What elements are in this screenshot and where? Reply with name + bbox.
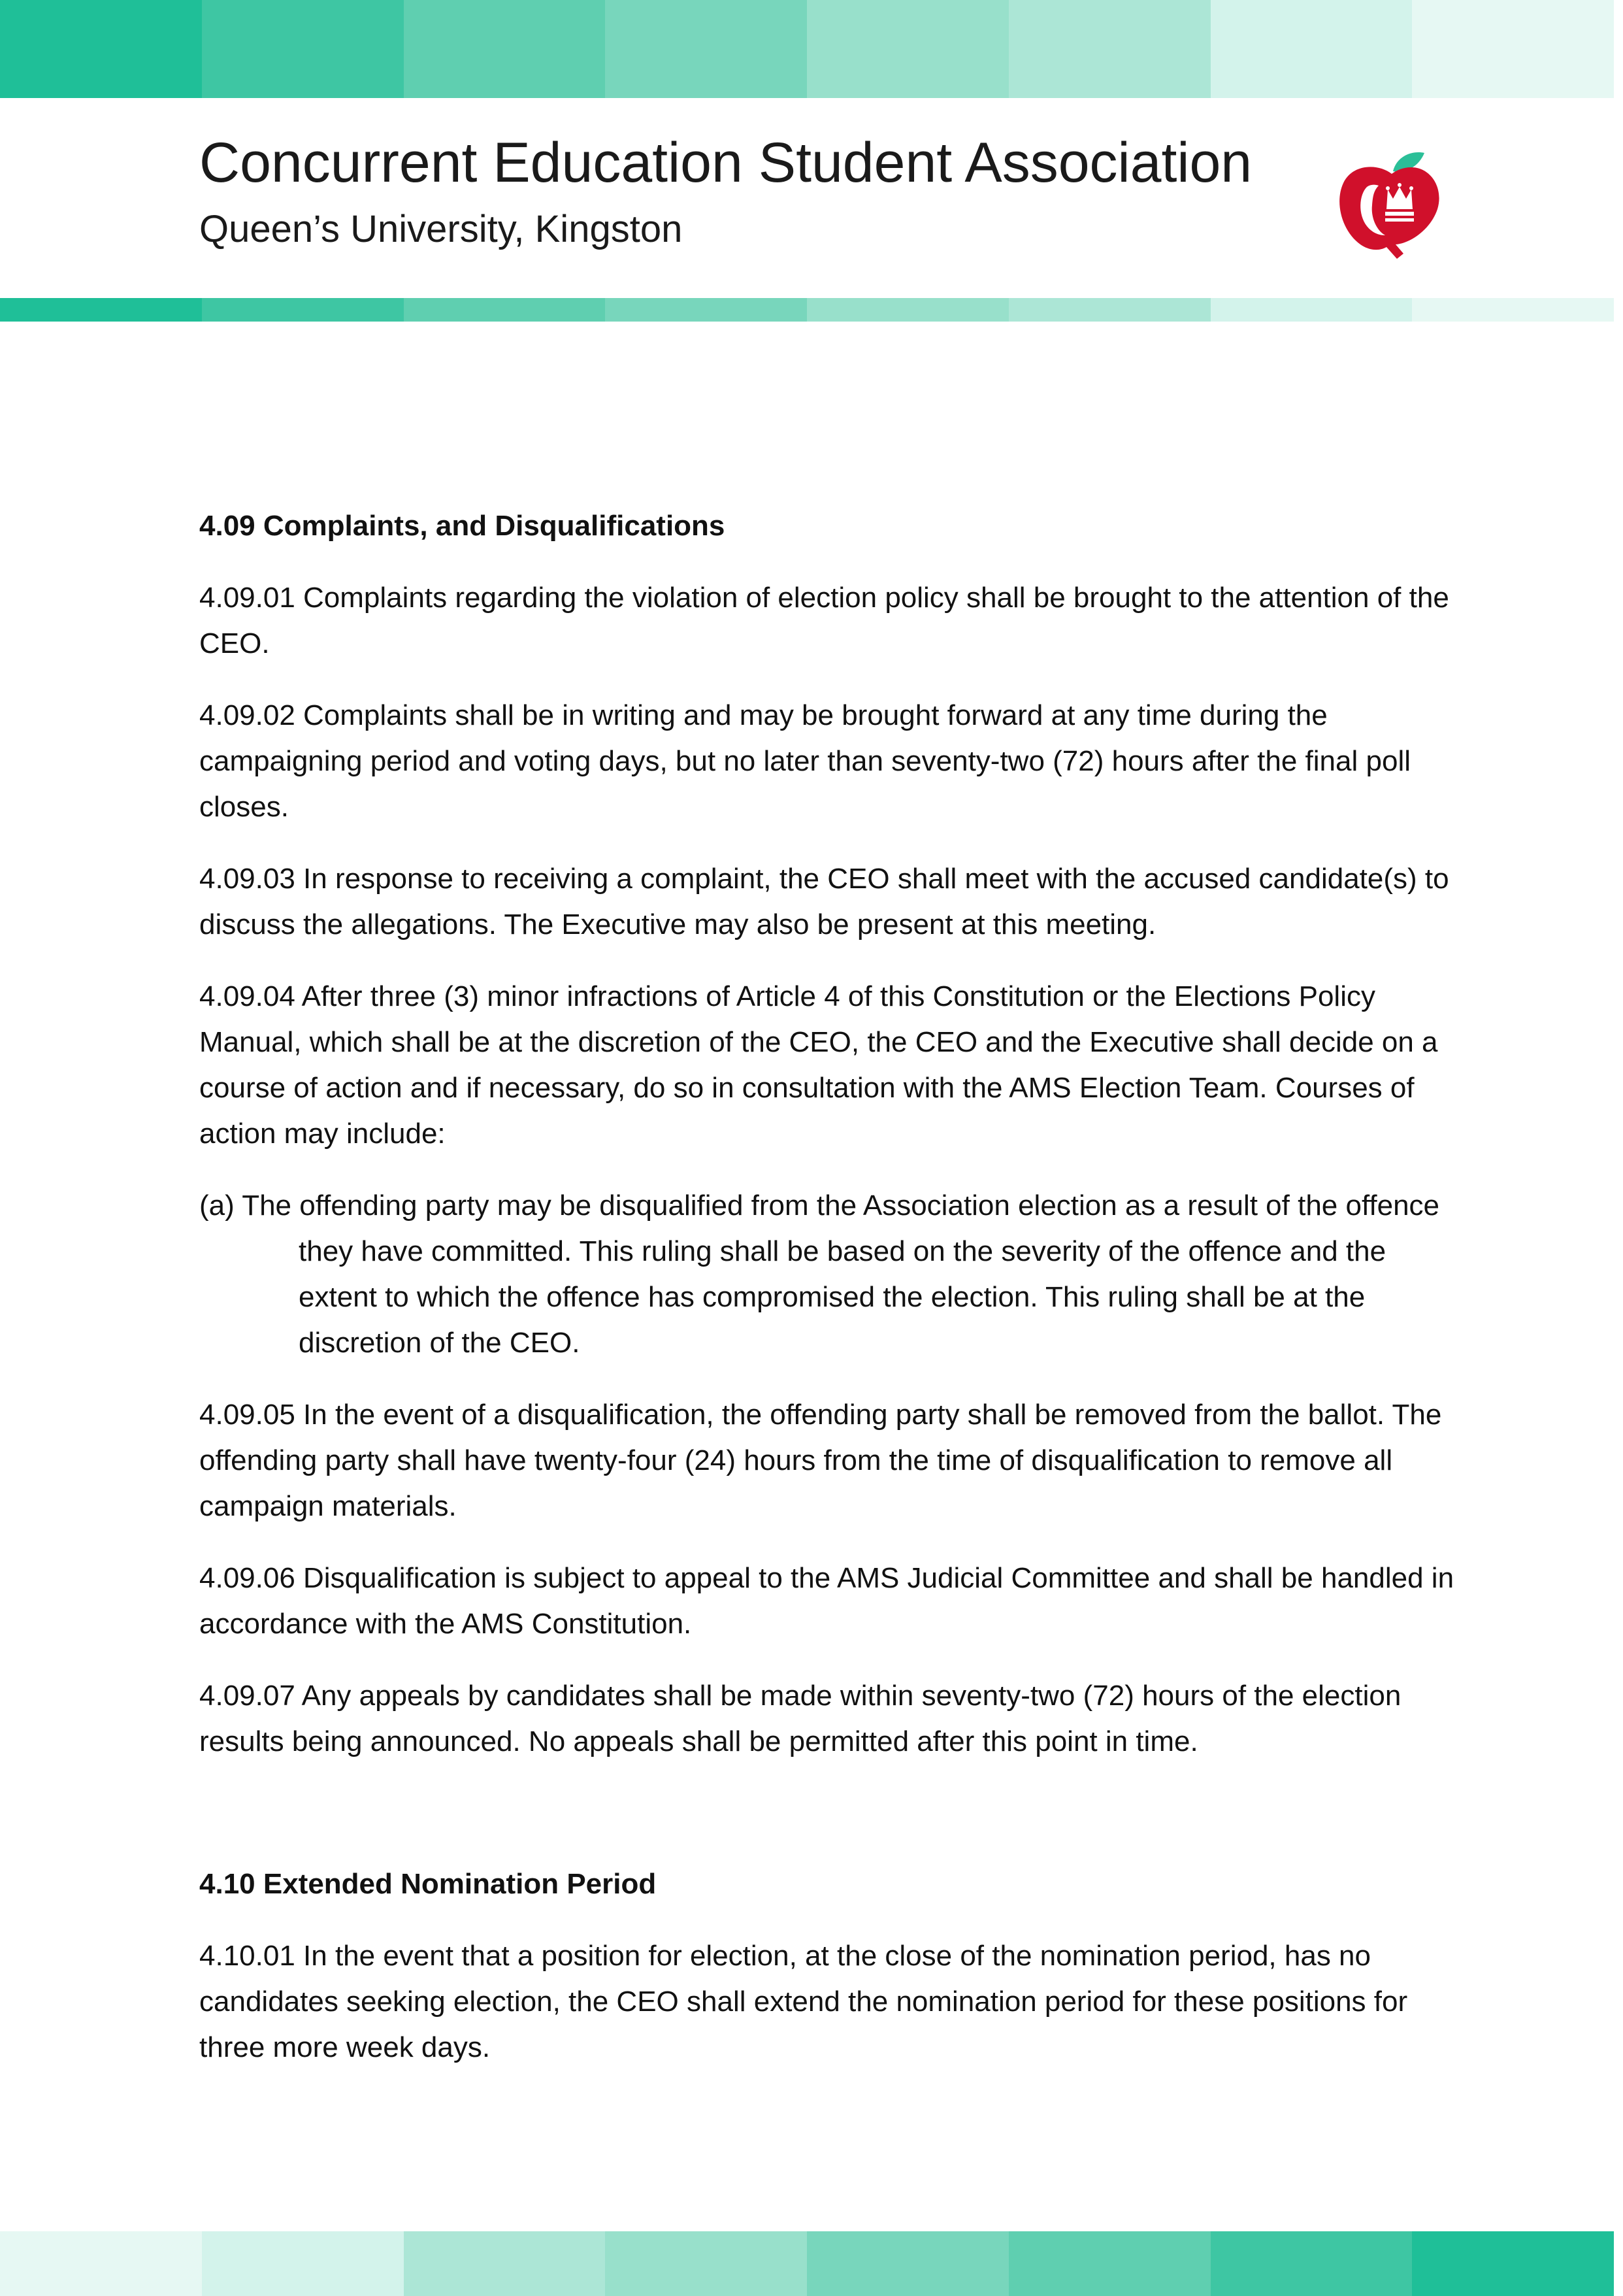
section-4-09 [199,503,1460,1765]
band-segment [1211,0,1413,98]
clause-4-09-06: 4.09.06 Disqualification is subject to appeal to the AMS Judicial Committee and shall be handled in accordance with the AMS Constitution. [199,1562,1454,1640]
band-segment [0,298,202,322]
band-segment [605,298,807,322]
clause-4-09-03: 4.09.03 In response to receiving a complaint, the CEO shall meet with the accused candidate(s) to discuss the allegations. The Executive may also be present at this meeting. [199,863,1449,940]
clause-4-09-04-a: (a) The offending party may be disqualified from the Association election as a result of the offence they have committed. This ruling shall be based on the severity of the offence and the extent to which the offence has compromised the election. This ruling shall be at the discretion of the CEO. [199,1190,1440,1359]
band-segment [605,0,807,98]
band-segment [404,2231,606,2296]
band-segment [1211,298,1413,322]
clause-4-09-07: 4.09.07 Any appeals by candidates shall be made within seventy-two (72) hours of the election results being announced. No appeals shall be permitted after this point in time. [199,1680,1402,1757]
band-segment [404,0,606,98]
band-segment [1412,2231,1614,2296]
band-segment [202,0,404,98]
band-segment [1211,2231,1413,2296]
section-heading: 4.10 Extended Nomination Period [199,1868,657,1900]
section-heading: 4.09 Complaints, and Disqualifications [199,510,725,542]
band-segment [807,298,1009,322]
band-segment [0,2231,202,2296]
band-segment [1009,2231,1211,2296]
apple-crown-logo [1333,149,1451,260]
document-body [199,503,1460,2097]
organization-title: Concurrent Education Student Association [199,131,1253,194]
band-segment [202,298,404,322]
band-segment [807,2231,1009,2296]
band-segment [1412,298,1614,322]
header-divider-band [0,298,1614,322]
band-segment [202,2231,404,2296]
organization-subtitle: Queen’s University, Kingston [199,208,683,250]
band-segment [1009,298,1211,322]
bottom-color-band [0,2231,1614,2296]
band-segment [404,298,606,322]
band-segment [0,0,202,98]
band-segment [1412,0,1614,98]
clause-4-10-01: 4.10.01 In the event that a position for election, at the close of the nomination period, has no candidates seeking election, the CEO shall extend the nomination period for these positions for three more week days. [199,1940,1408,2063]
clause-4-09-04: 4.09.04 After three (3) minor infractions of Article 4 of this Constitution or the Elections Policy Manual, which shall be at the discretion of the CEO, the CEO and the Executive shall decide on a course of action and if necessary, do so in consultation with the AMS Election Team. Courses of action may include: [199,980,1438,1150]
clause-4-09-05: 4.09.05 In the event of a disqualification, the offending party shall be removed from the ballot. The offending party shall have twenty-four (24) hours from the time of disqualification to remove all campaign materials. [199,1399,1442,1522]
clause-4-09-02: 4.09.02 Complaints shall be in writing and may be brought forward at any time during the campaigning period and voting days, but no later than seventy-two (72) hours after the final poll closes. [199,699,1411,823]
top-color-band [0,0,1614,98]
band-segment [605,2231,807,2296]
band-segment [807,0,1009,98]
section-4-10 [199,1861,1460,2071]
clause-4-09-01: 4.09.01 Complaints regarding the violation of election policy shall be brought to the attention of the CEO. [199,582,1449,659]
band-segment [1009,0,1211,98]
